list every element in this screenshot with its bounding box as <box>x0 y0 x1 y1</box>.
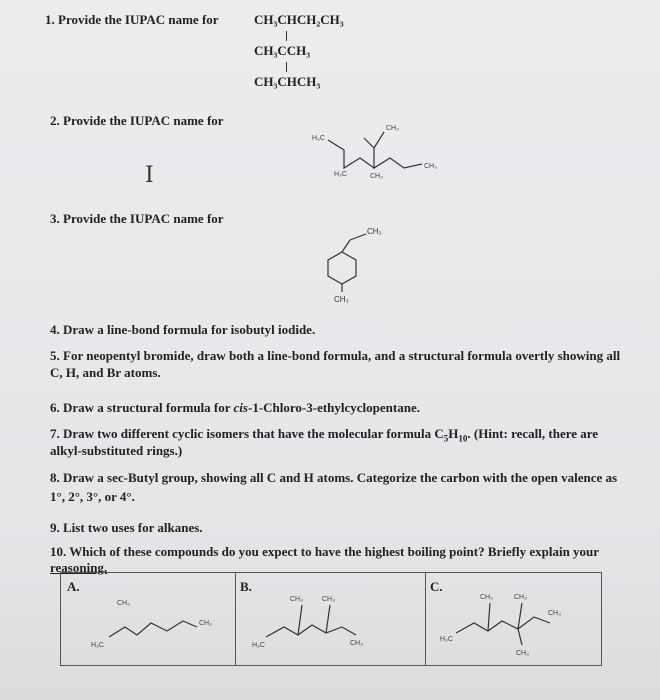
q3-bond-2 <box>350 234 366 240</box>
choice-a-label-ch3-top: CH₃ <box>117 600 130 607</box>
q6-suffix: -1-Chloro-3-ethylcyclopentane. <box>247 400 420 415</box>
q7-part-b: H <box>448 426 459 441</box>
choice-c-structure <box>436 587 606 665</box>
choice-a-label-h3c: H₃C <box>91 642 104 649</box>
answer-choices-table <box>60 572 602 666</box>
q2-label-ch3-mid: CH₃ <box>370 173 383 180</box>
question-8-line1: 8. Draw a sec-Butyl group, showing all C and H atoms. Categorize the carbon with the open valence as <box>50 470 618 485</box>
choice-c-label-ch3-b: CH₃ <box>514 594 527 601</box>
q2-label-ch3-top: CH₃ <box>386 125 399 132</box>
choice-b-cell <box>235 573 426 665</box>
choice-b-label-h3c: H₃C <box>252 642 265 649</box>
question-5-line2: C, H, and Br atoms. <box>50 365 161 380</box>
question-3-text: 3. Provide the IUPAC name for <box>50 211 224 226</box>
choice-c-label-h3c: H₃C <box>440 636 453 643</box>
choice-c-label-ch3-right: CH₃ <box>548 610 561 617</box>
q2-bonds <box>328 140 422 168</box>
choice-c-bond-up2 <box>518 603 522 629</box>
q6-italic: cis <box>233 400 248 415</box>
q2-bond-up <box>374 132 384 148</box>
choice-b-label: B. <box>240 579 252 594</box>
q1-formula-line2: CH₃CCH₃ <box>254 43 311 58</box>
choice-c-bonds <box>456 617 550 633</box>
q1-bond-2 <box>286 62 287 72</box>
question-10-line1: 10. Which of these compounds do you expect to have the highest boiling point? Briefly explain your <box>50 544 600 559</box>
question-9-text: 9. List two uses for alkanes. <box>50 520 203 535</box>
q3-skeletal-structure <box>320 220 400 310</box>
choice-b-bond-up1 <box>298 605 302 635</box>
q3-cyclohexane-ring <box>328 252 356 284</box>
choice-a-label: A. <box>67 579 80 594</box>
question-4-text: 4. Draw a line-bond formula for isobutyl iodide. <box>50 322 316 337</box>
question-10-line2: reasoning. <box>50 560 108 575</box>
choice-b-label-ch3-a: CH₃ <box>290 596 303 603</box>
q3-label-ch3-top: CH₃ <box>367 227 382 236</box>
choice-a-bonds <box>109 621 197 637</box>
choice-a-label-ch3-right: CH₃ <box>199 620 212 627</box>
choice-c-bond-up1 <box>488 603 490 631</box>
q2-label-ch3-right: CH₃ <box>424 163 437 170</box>
q7-sub10: 10 <box>458 433 468 444</box>
q7-sub5: 5 <box>443 433 449 444</box>
q2-bond-upleft <box>364 138 374 148</box>
q7-part-c: . (Hint: recall, there are <box>467 426 599 441</box>
choice-b-structure <box>246 587 426 657</box>
question-2-text: 2. Provide the IUPAC name for <box>50 113 224 128</box>
q2-label-h3c-bottom: H₃C <box>334 171 347 178</box>
q3-label-ch3-bottom: CH₃ <box>334 295 349 304</box>
question-1-text: 1. Provide the IUPAC name for <box>45 12 219 27</box>
choice-c-label-ch3-bottom: CH₃ <box>516 650 529 657</box>
q3-bond-1 <box>342 240 350 252</box>
choice-b-label-ch3-b: CH₃ <box>322 596 335 603</box>
choice-b-bond-up2 <box>326 605 330 633</box>
choice-c-label-ch3-a: CH₃ <box>480 594 493 601</box>
question-6-text <box>50 400 420 416</box>
choice-b-bonds <box>266 625 356 637</box>
q1-formula-line3: CH₃CHCH₃ <box>254 74 321 89</box>
choice-c-bond-down <box>518 629 522 645</box>
q1-bond-1 <box>286 31 287 41</box>
choice-a-structure <box>81 587 231 657</box>
q1-formula-line1: CH₃CHCH₂CH₃ <box>254 12 344 27</box>
question-5-line1: 5. For neopentyl bromide, draw both a line-bond formula, and a structural formula overtly showing all <box>50 348 621 363</box>
choice-b-label-ch3-right: CH₃ <box>350 640 363 647</box>
q2-label-h3c-top: H₃C <box>312 135 325 142</box>
q2-skeletal-structure <box>300 118 440 188</box>
question-7-line2: alkyl-substituted rings.) <box>50 443 183 458</box>
question-8-line2: 1°, 2°, 3°, or 4°. <box>50 489 135 504</box>
choice-c-label: C. <box>430 579 443 594</box>
q6-prefix: 6. Draw a structural formula for <box>50 400 234 415</box>
text-cursor-icon: I <box>145 163 154 188</box>
choice-c-cell <box>425 573 602 665</box>
q7-part-a: 7. Draw two different cyclic isomers that have the molecular formula C <box>50 426 444 441</box>
